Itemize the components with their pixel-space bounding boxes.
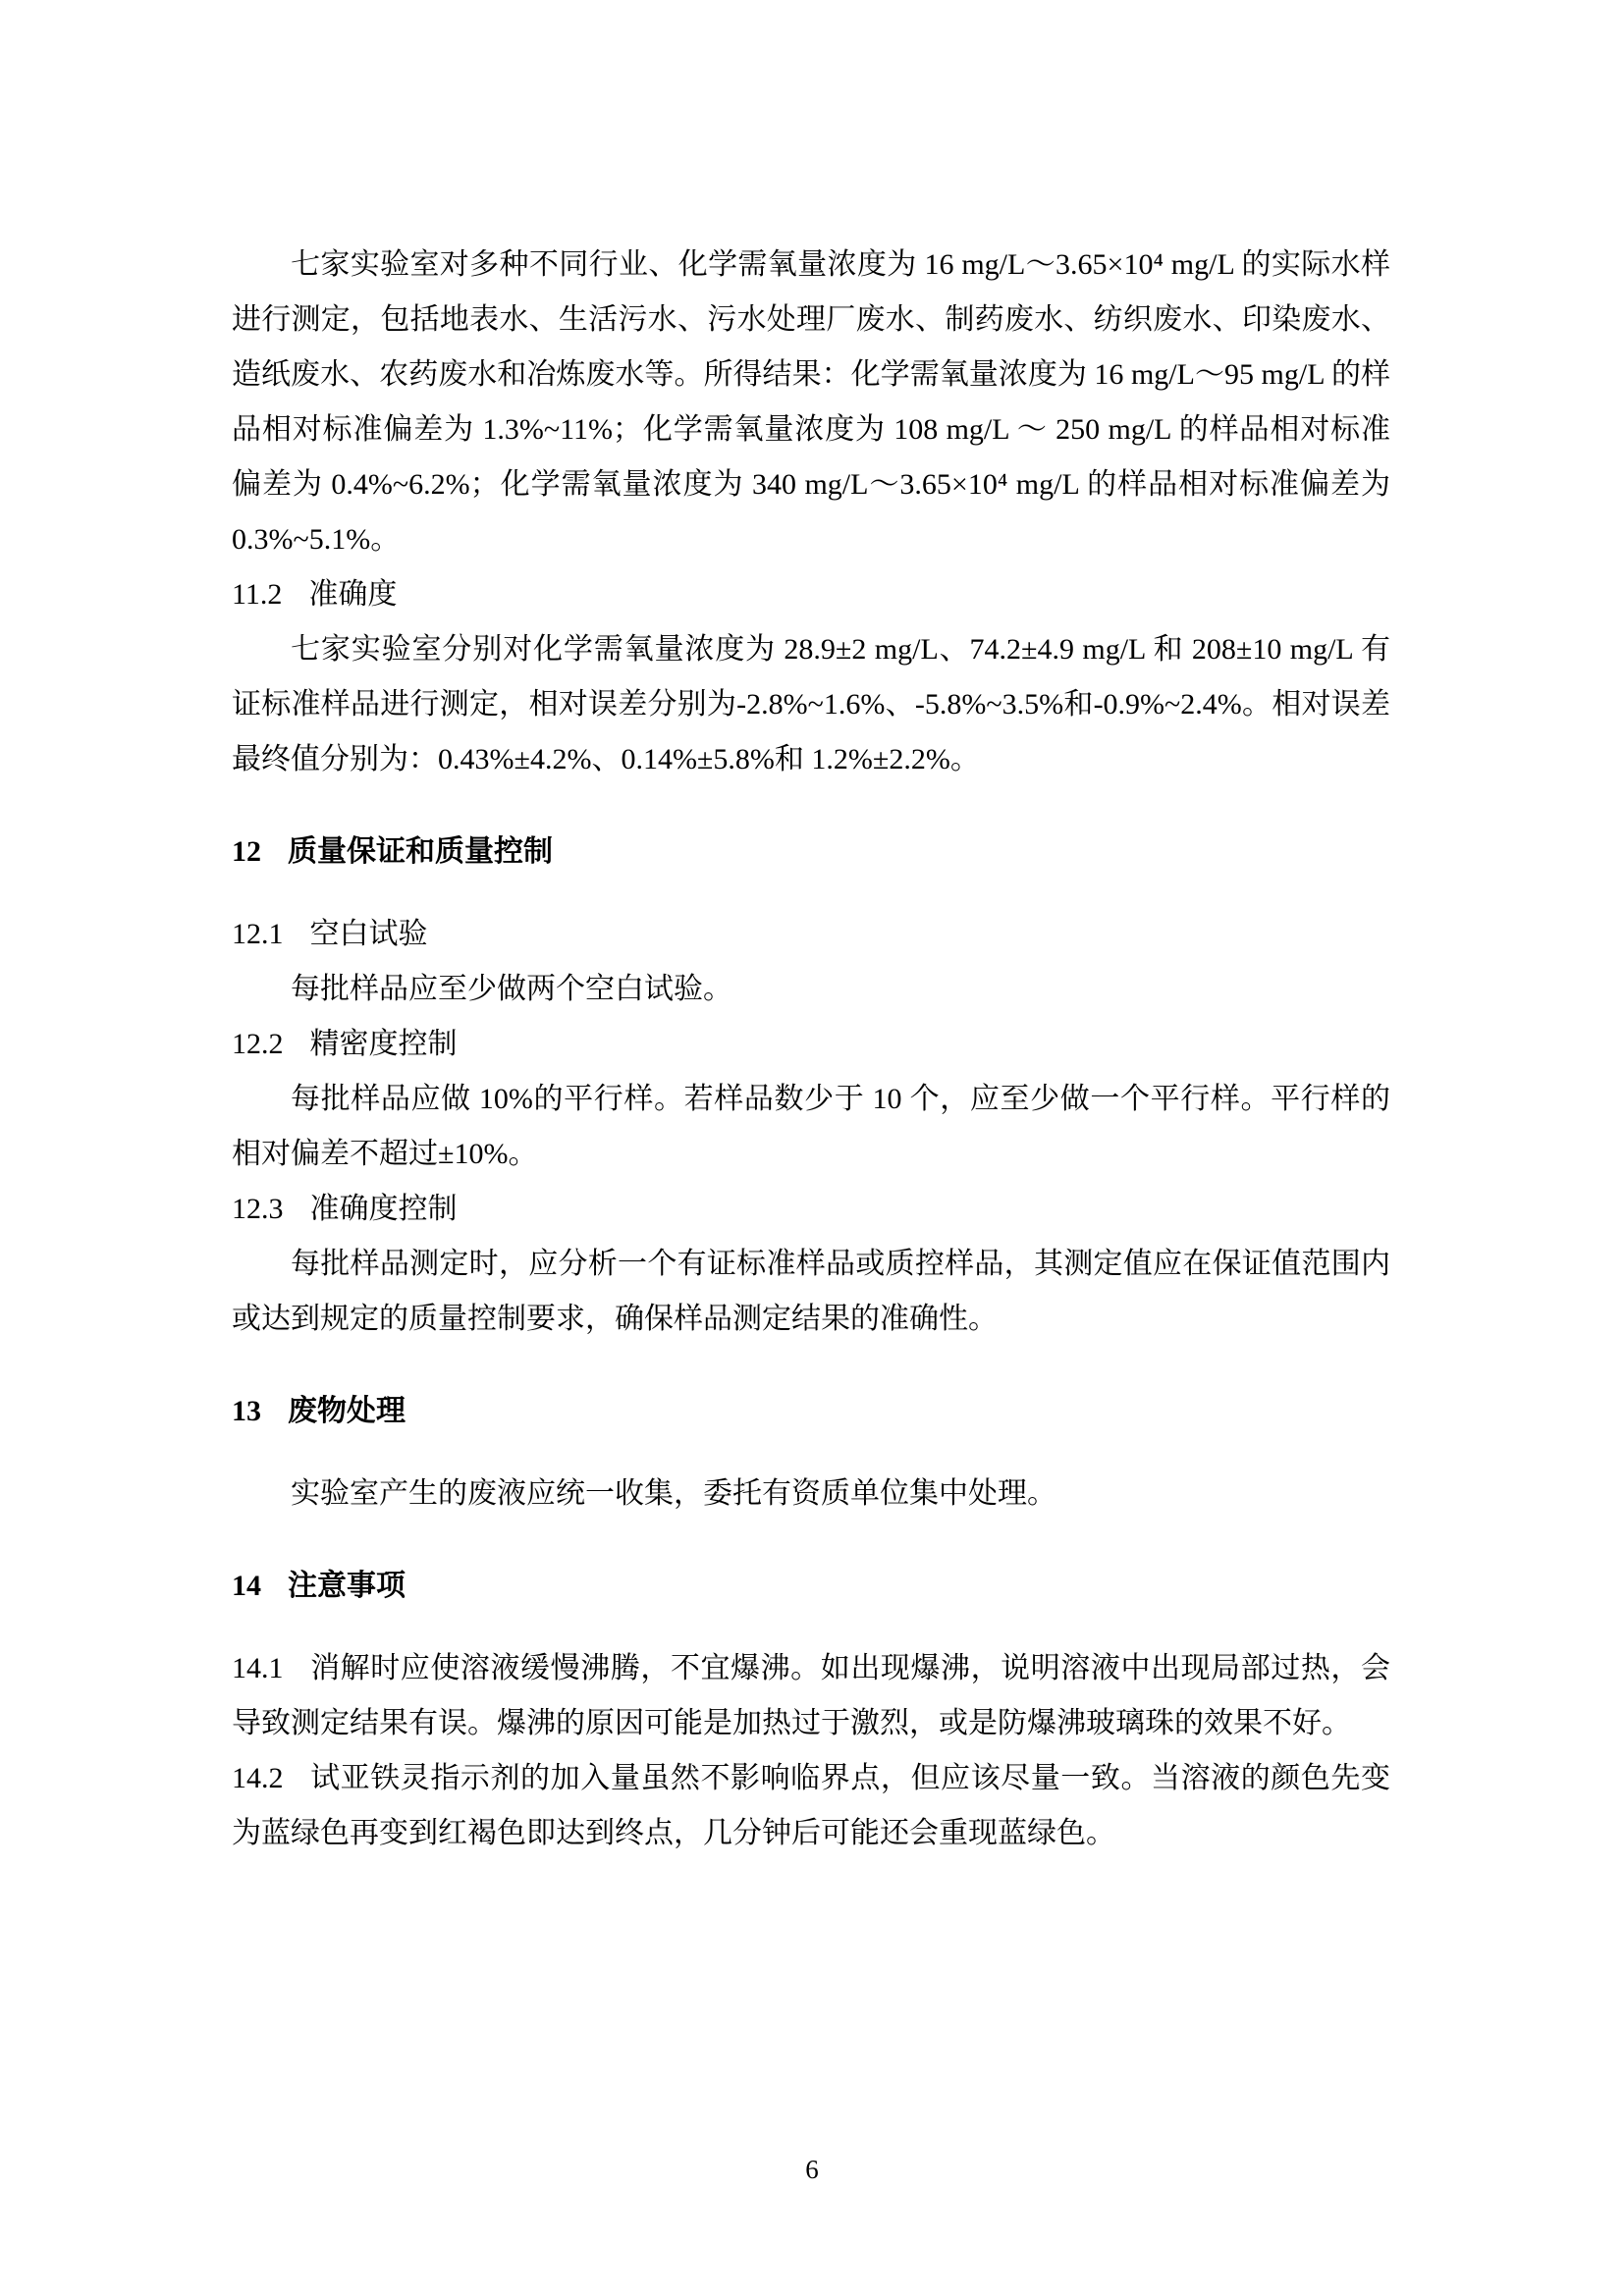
document-body — [232, 238, 1390, 1861]
paragraph-precision-control: 每批样品应做 10%的平行样。若样品数少于 10 个，应至少做一个平行样。平行样的相对偏差不超过±10%。 — [232, 1083, 1390, 1170]
clause-14-1 — [232, 1641, 1390, 1751]
page-number: 6 — [805, 2155, 819, 2184]
heading-number: 12.3 — [232, 1193, 284, 1225]
clause-number: 14.2 — [232, 1762, 284, 1794]
heading-number: 12 — [232, 835, 261, 868]
section-heading-14 — [232, 1559, 1390, 1614]
heading-number: 11.2 — [232, 578, 283, 611]
section-heading-12 — [232, 825, 1390, 880]
clause-number: 14.1 — [232, 1652, 284, 1684]
heading-title: 废物处理 — [288, 1395, 406, 1427]
clause-14-2 — [232, 1751, 1390, 1861]
subsection-heading-12-3 — [232, 1182, 1390, 1237]
heading-title: 质量保证和质量控制 — [288, 835, 553, 868]
heading-title: 准确度控制 — [309, 1193, 458, 1225]
subsection-heading-12-1 — [232, 907, 1390, 962]
heading-number: 12.1 — [232, 918, 284, 950]
clause-text: 消解时应使溶液缓慢沸腾，不宜爆沸。如出现爆沸，说明溶液中出现局部过热，会导致测定结果有误。爆沸的原因可能是加热过于激烈，或是防爆沸玻璃珠的效果不好。 — [232, 1652, 1390, 1739]
heading-title: 注意事项 — [288, 1570, 406, 1602]
paragraph-precision-results: 七家实验室对多种不同行业、化学需氧量浓度为 16 mg/L～3.65×10⁴ mg/L 的实际水样进行测定，包括地表水、生活污水、污水处理厂废水、制药废水、纺织废水、印染废水、造纸废水、农药废水和冶炼废水等。所得结果：化学需氧量浓度为 16 mg/L～95 mg/L 的样品相对标准偏差为 1.3%~11%；化学需氧量浓度为 108 mg/L ～ 250 mg/L 的样品相对标准偏差为 0.4%~6.2%；化学需氧量浓度为 340 mg/L～3.65×10⁴ mg/L 的样品相对标准偏差为 0.3%~5.1%。 — [232, 248, 1390, 556]
heading-title: 精密度控制 — [309, 1028, 458, 1060]
subsection-heading-11-2 — [232, 567, 1390, 622]
section-heading-13 — [232, 1384, 1390, 1439]
heading-number: 12.2 — [232, 1028, 284, 1060]
heading-title: 准确度 — [308, 578, 398, 611]
heading-number: 13 — [232, 1395, 261, 1427]
subsection-heading-12-2 — [232, 1017, 1390, 1072]
paragraph-waste-disposal: 实验室产生的废液应统一收集，委托有资质单位集中处理。 — [291, 1477, 1056, 1510]
clause-text: 试亚铁灵指示剂的加入量虽然不影响临界点，但应该尽量一致。当溶液的颜色先变为蓝绿色再变到红褐色即达到终点，几分钟后可能还会重现蓝绿色。 — [232, 1762, 1390, 1849]
page-footer — [0, 2154, 1624, 2185]
paragraph-accuracy-control: 每批样品测定时，应分析一个有证标准样品或质控样品，其测定值应在保证值范围内或达到规定的质量控制要求，确保样品测定结果的准确性。 — [232, 1248, 1390, 1335]
heading-title: 空白试验 — [309, 918, 428, 950]
heading-number: 14 — [232, 1570, 261, 1602]
paragraph-accuracy-results: 七家实验室分别对化学需氧量浓度为 28.9±2 mg/L、74.2±4.9 mg/L 和 208±10 mg/L 有证标准样品进行测定，相对误差分别为-2.8%~1.6%、-5.8%~3.5%和-0.9%~2.4%。相对误差最终值分别为：0.43%±4.2%、0.14%±5.8%和 1.2%±2.2%。 — [232, 633, 1390, 775]
paragraph-blank-test: 每批样品应至少做两个空白试验。 — [291, 973, 732, 1005]
